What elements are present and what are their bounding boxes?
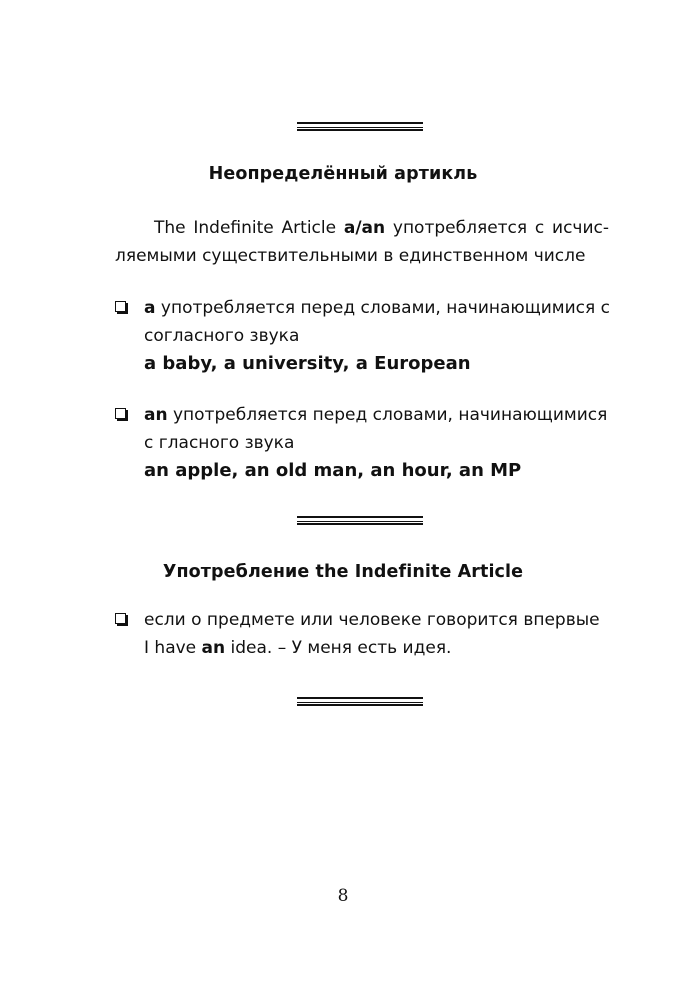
page-number: 8 xyxy=(337,886,349,906)
term-an: an xyxy=(144,405,168,425)
book-page: Неопределённый артикль The Indefinite Article a/an употребляется с исчис- ляемыми существительными в единственном числе a употребляется перед словами, начинающимися с согласного звука a baby, a university, a European an употребляется перед словами, начинающимися с гласного звука an apple, an old man, an hour, an MP Употребление the Indefinite Article если о предмете или человеке говорится впервые I have an idea. – У меня есть идея. 8 xyxy=(0,0,686,1000)
example-sentence: I have an idea. – У меня есть идея. xyxy=(144,638,452,658)
divider-top xyxy=(297,122,423,131)
section1-title: Неопределённый артикль xyxy=(208,164,478,184)
intro-paragraph xyxy=(115,214,609,270)
examples-an: an apple, an old man, an hour, an MP xyxy=(144,460,522,481)
checkbox-bullet-icon xyxy=(115,301,126,312)
term-a: a xyxy=(144,298,156,318)
checkbox-bullet-icon xyxy=(115,613,126,624)
section2-title: Употребление the Indefinite Article xyxy=(162,562,524,582)
intro-line-1: The Indefinite Article a/an употребляется с исчис- xyxy=(154,218,609,238)
examples-a: a baby, a university, a European xyxy=(144,353,471,374)
intro-term: a/an xyxy=(343,218,386,238)
divider-middle xyxy=(297,516,423,525)
intro-line-2: ляемыми существительными в единственном числе xyxy=(115,246,586,266)
divider-bottom xyxy=(297,697,423,706)
checkbox-bullet-icon xyxy=(115,408,126,419)
